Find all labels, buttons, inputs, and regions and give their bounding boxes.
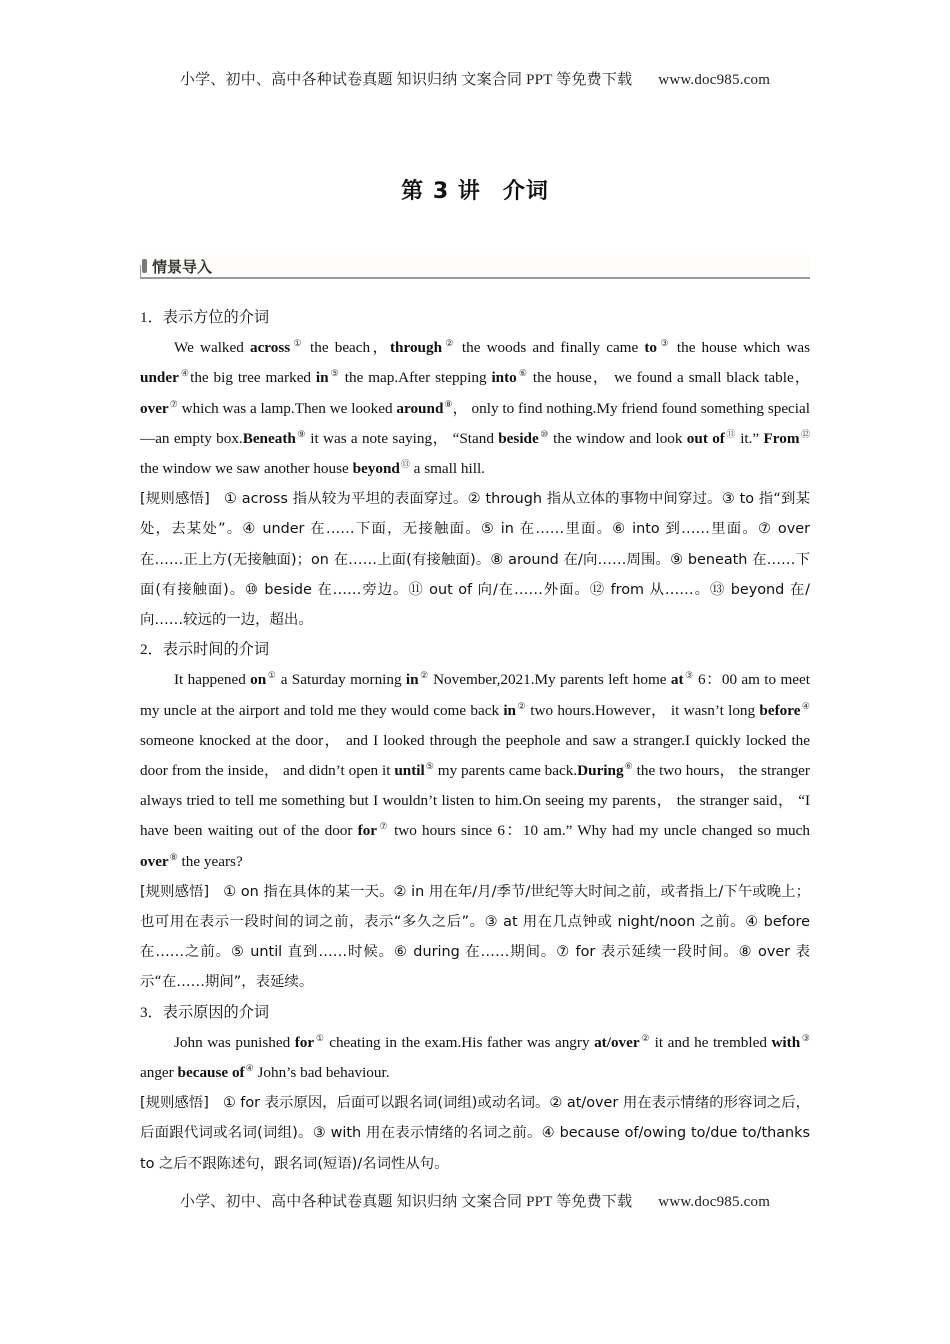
footer-text: 小学、初中、高中各种试卷真题 知识归纳 文案合同 PPT 等免费下载 bbox=[179, 1194, 633, 1210]
passage-2: It happened on① a Saturday morning in② November,2021.My parents left home at③ 6：00 am to meet my uncle at the airport and told me they would come back in② two hours.However， it wasn’t long before④ someone knocked at the door， and I looked through the peephole and saw a stranger.I quickly locked the door from the inside， and didn’t open it until⑤ my parents came back.During⑥ the two hours， the stranger always tried to tell me something but I wouldn’t listen to him.On seeing my parents， the stranger said， “I have been waiting out of the door for⑦ two hours since 6：10 am.” Why had my uncle changed so much over⑧ the years? bbox=[140, 670, 810, 870]
bar-marker-icon bbox=[142, 259, 147, 273]
footer-url[interactable]: www.doc985.com bbox=[658, 1194, 771, 1210]
rule-text: ① on 指在具体的某一天。② in 用在年/月/季节/世纪等大时间之前，或者指上/下午或晚上；也可用在表示一段时间的词之前，表示“多久之后”。③ at 用在几点钟或 night/noon 之前。④ before 在……之前。⑤ until 直到……时候。⑥ during 在……期间。⑦ for 表示延续一段时间。⑧ over 表示“在……期间”，表延续。 bbox=[140, 883, 810, 991]
section-heading-1: 1．表示方位的介词 bbox=[140, 309, 270, 326]
page-title bbox=[0, 174, 950, 205]
header-url[interactable]: www.doc985.com bbox=[658, 72, 771, 88]
lecture-topic: 介词 bbox=[502, 179, 549, 204]
rule-tag: [规则感悟] bbox=[140, 491, 210, 508]
section-heading-3: 3．表示原因的介词 bbox=[140, 1003, 270, 1021]
passage-1: We walked across① the beach，through② the woods and finally came to③ the house which was under④the big tree marked in⑤ the map.After stepping into⑥ the house， we found a small black table，over⑦ which was a lamp.Then we looked around⑧， only to find nothing.My friend found something special—an empty box.Beneath⑨ it was a note saying， “Stand beside⑩ the window and look out of⑪ it.” From⑫ the window we saw another house beyond⑬ a small hill. bbox=[140, 338, 810, 478]
page-footer bbox=[0, 1190, 950, 1211]
rule-note-1 bbox=[140, 484, 810, 635]
section-heading-2: 2．表示时间的介词 bbox=[140, 641, 270, 659]
rule-tag: [规则感悟] bbox=[140, 1095, 209, 1112]
rule-text: ① across 指从较为平坦的表面穿过。② through 指从立体的事物中间穿过。③ to 指“到某处，去某处”。④ under 在……下面，无接触面。⑤ in 在……里面。⑥ into 到……里面。⑦ over 在……正上方(无接触面)；on 在……上面(有接触面)。⑧ around 在/向……周围。⑨ beneath 在……下面(有接触面)。⑩ beside 在……旁边。⑪ out of 向/在……外面。⑫ from 从……。⑬ beyond 在/向……较远的一边，超出。 bbox=[140, 491, 811, 629]
bar-bracket-icon bbox=[140, 265, 141, 277]
rule-note-2 bbox=[140, 877, 810, 998]
section-bar bbox=[140, 255, 810, 279]
rule-note-3 bbox=[140, 1088, 810, 1179]
lecture-number: 第 3 讲 bbox=[401, 179, 481, 204]
section-bar-label: 情景导入 bbox=[152, 258, 213, 276]
passage-3: John was punished for① cheating in the exam.His father was angry at/over② it and he trembled with③ anger because of④ John’s bad behaviour. bbox=[140, 1032, 810, 1082]
document-body bbox=[140, 303, 810, 1179]
rule-text: ① for 表示原因，后面可以跟名词(词组)或动名词。② at/over 用在表示情绪的形容词之后，后面跟代词或名词(词组)。③ with 用在表示情绪的名词之前。④ because of/owing to/due to/thanks to 之后不跟陈述句，跟名词(短语)/名词性从句。 bbox=[140, 1095, 810, 1172]
page-header bbox=[0, 68, 950, 89]
rule-tag: [规则感悟] bbox=[140, 883, 210, 900]
header-text: 小学、初中、高中各种试卷真题 知识归纳 文案合同 PPT 等免费下载 bbox=[179, 72, 633, 88]
